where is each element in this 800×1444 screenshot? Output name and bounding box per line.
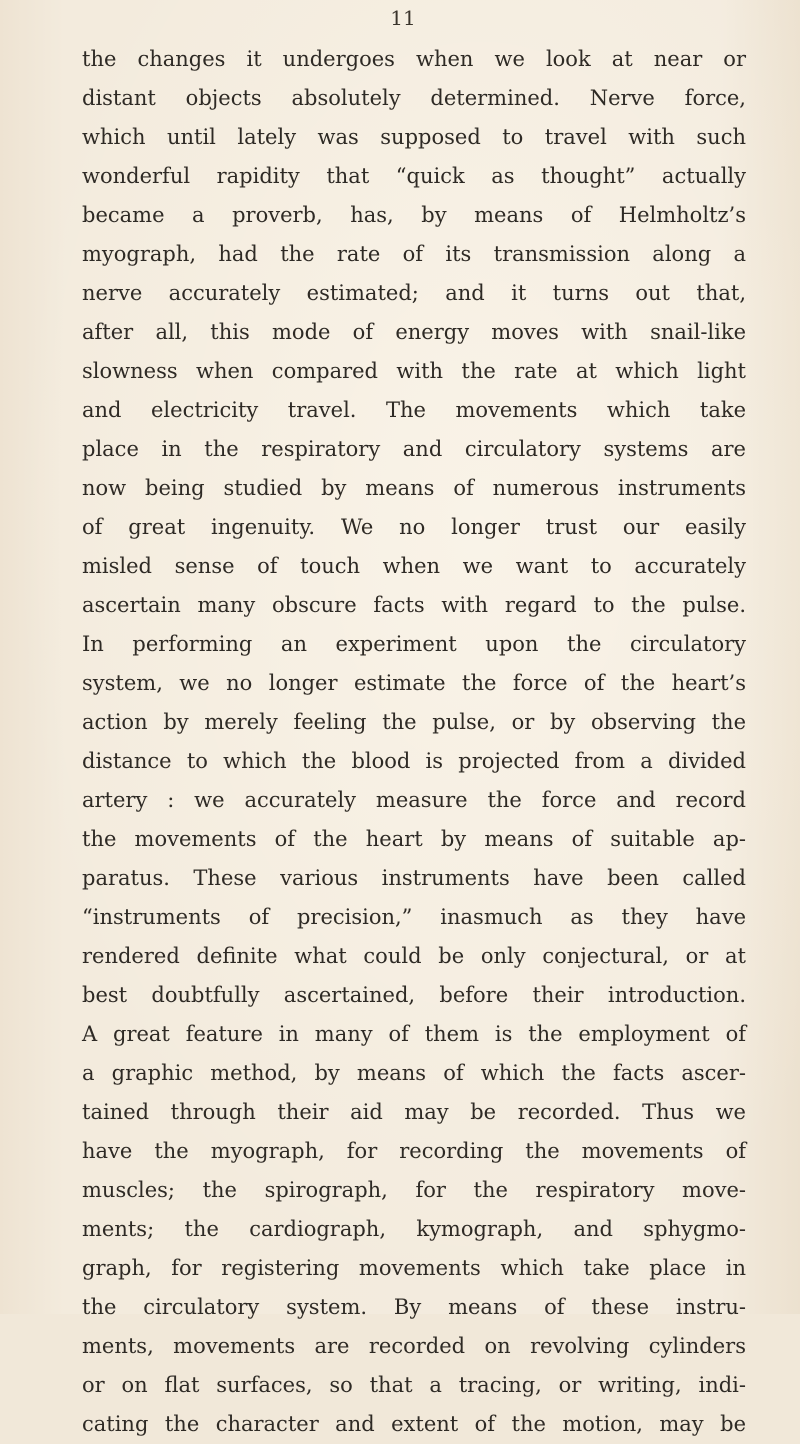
text-line: and electricity travel. The movements which take (82, 398, 746, 422)
text-line: system, we no longer estimate the force of the heart’s (82, 671, 746, 695)
text-line: which until lately was supposed to travel with such (82, 125, 746, 149)
text-line: misled sense of touch when we want to accurately (82, 554, 746, 578)
text-line: best doubtfully ascertained, before their introduction. (82, 983, 746, 1007)
text-line: “instruments of precision,” inasmuch as they have (82, 905, 746, 929)
text-line: distant objects absolutely determined. Nerve force, (82, 86, 746, 110)
text-line: place in the respiratory and circulatory systems are (82, 437, 746, 461)
text-line: of great ingenuity. We no longer trust our easily (82, 515, 746, 539)
text-line: myograph, had the rate of its transmission along a (82, 242, 746, 266)
body-text (82, 40, 746, 1444)
text-line: graph, for registering movements which take place in (82, 1256, 746, 1280)
text-line: or on flat surfaces, so that a tracing, or writing, indi- (82, 1373, 746, 1397)
text-line: tained through their aid may be recorded. Thus we (82, 1100, 746, 1124)
text-line: artery : we accurately measure the force and record (82, 788, 746, 812)
text-line: cating the character and extent of the motion, may be (82, 1412, 746, 1436)
text-line: the changes it undergoes when we look at near or (82, 47, 746, 71)
text-line: ascertain many obscure facts with regard to the pulse. (82, 593, 746, 617)
text-line: rendered definite what could be only conjectural, or at (82, 944, 746, 968)
text-line: paratus. These various instruments have been called (82, 866, 746, 890)
text-line: A great feature in many of them is the employment of (82, 1022, 746, 1046)
text-line: muscles; the spirograph, for the respiratory move- (82, 1178, 746, 1202)
text-line: the movements of the heart by means of suitable ap- (82, 827, 746, 851)
text-line: action by merely feeling the pulse, or by observing the (82, 710, 746, 734)
text-line: the circulatory system. By means of these instru- (82, 1295, 746, 1319)
text-line: distance to which the blood is projected from a divided (82, 749, 746, 773)
text-line: after all, this mode of energy moves with snail-like (82, 320, 746, 344)
text-line: have the myograph, for recording the movements of (82, 1139, 746, 1163)
text-line: a graphic method, by means of which the facts ascer- (82, 1061, 746, 1085)
text-line: ments, movements are recorded on revolving cylinders (82, 1334, 746, 1358)
text-line: slowness when compared with the rate at which light (82, 359, 746, 383)
text-line: now being studied by means of numerous instruments (82, 476, 746, 500)
text-line: became a proverb, has, by means of Helmholtz’s (82, 203, 746, 227)
text-line: In performing an experiment upon the circulatory (82, 632, 746, 656)
text-line: nerve accurately estimated; and it turns out that, (82, 281, 746, 305)
text-line: ments; the cardiograph, kymograph, and sphygmo- (82, 1217, 746, 1241)
text-line: wonderful rapidity that “quick as thought” actually (82, 164, 746, 188)
page-number: 11 (390, 6, 416, 30)
